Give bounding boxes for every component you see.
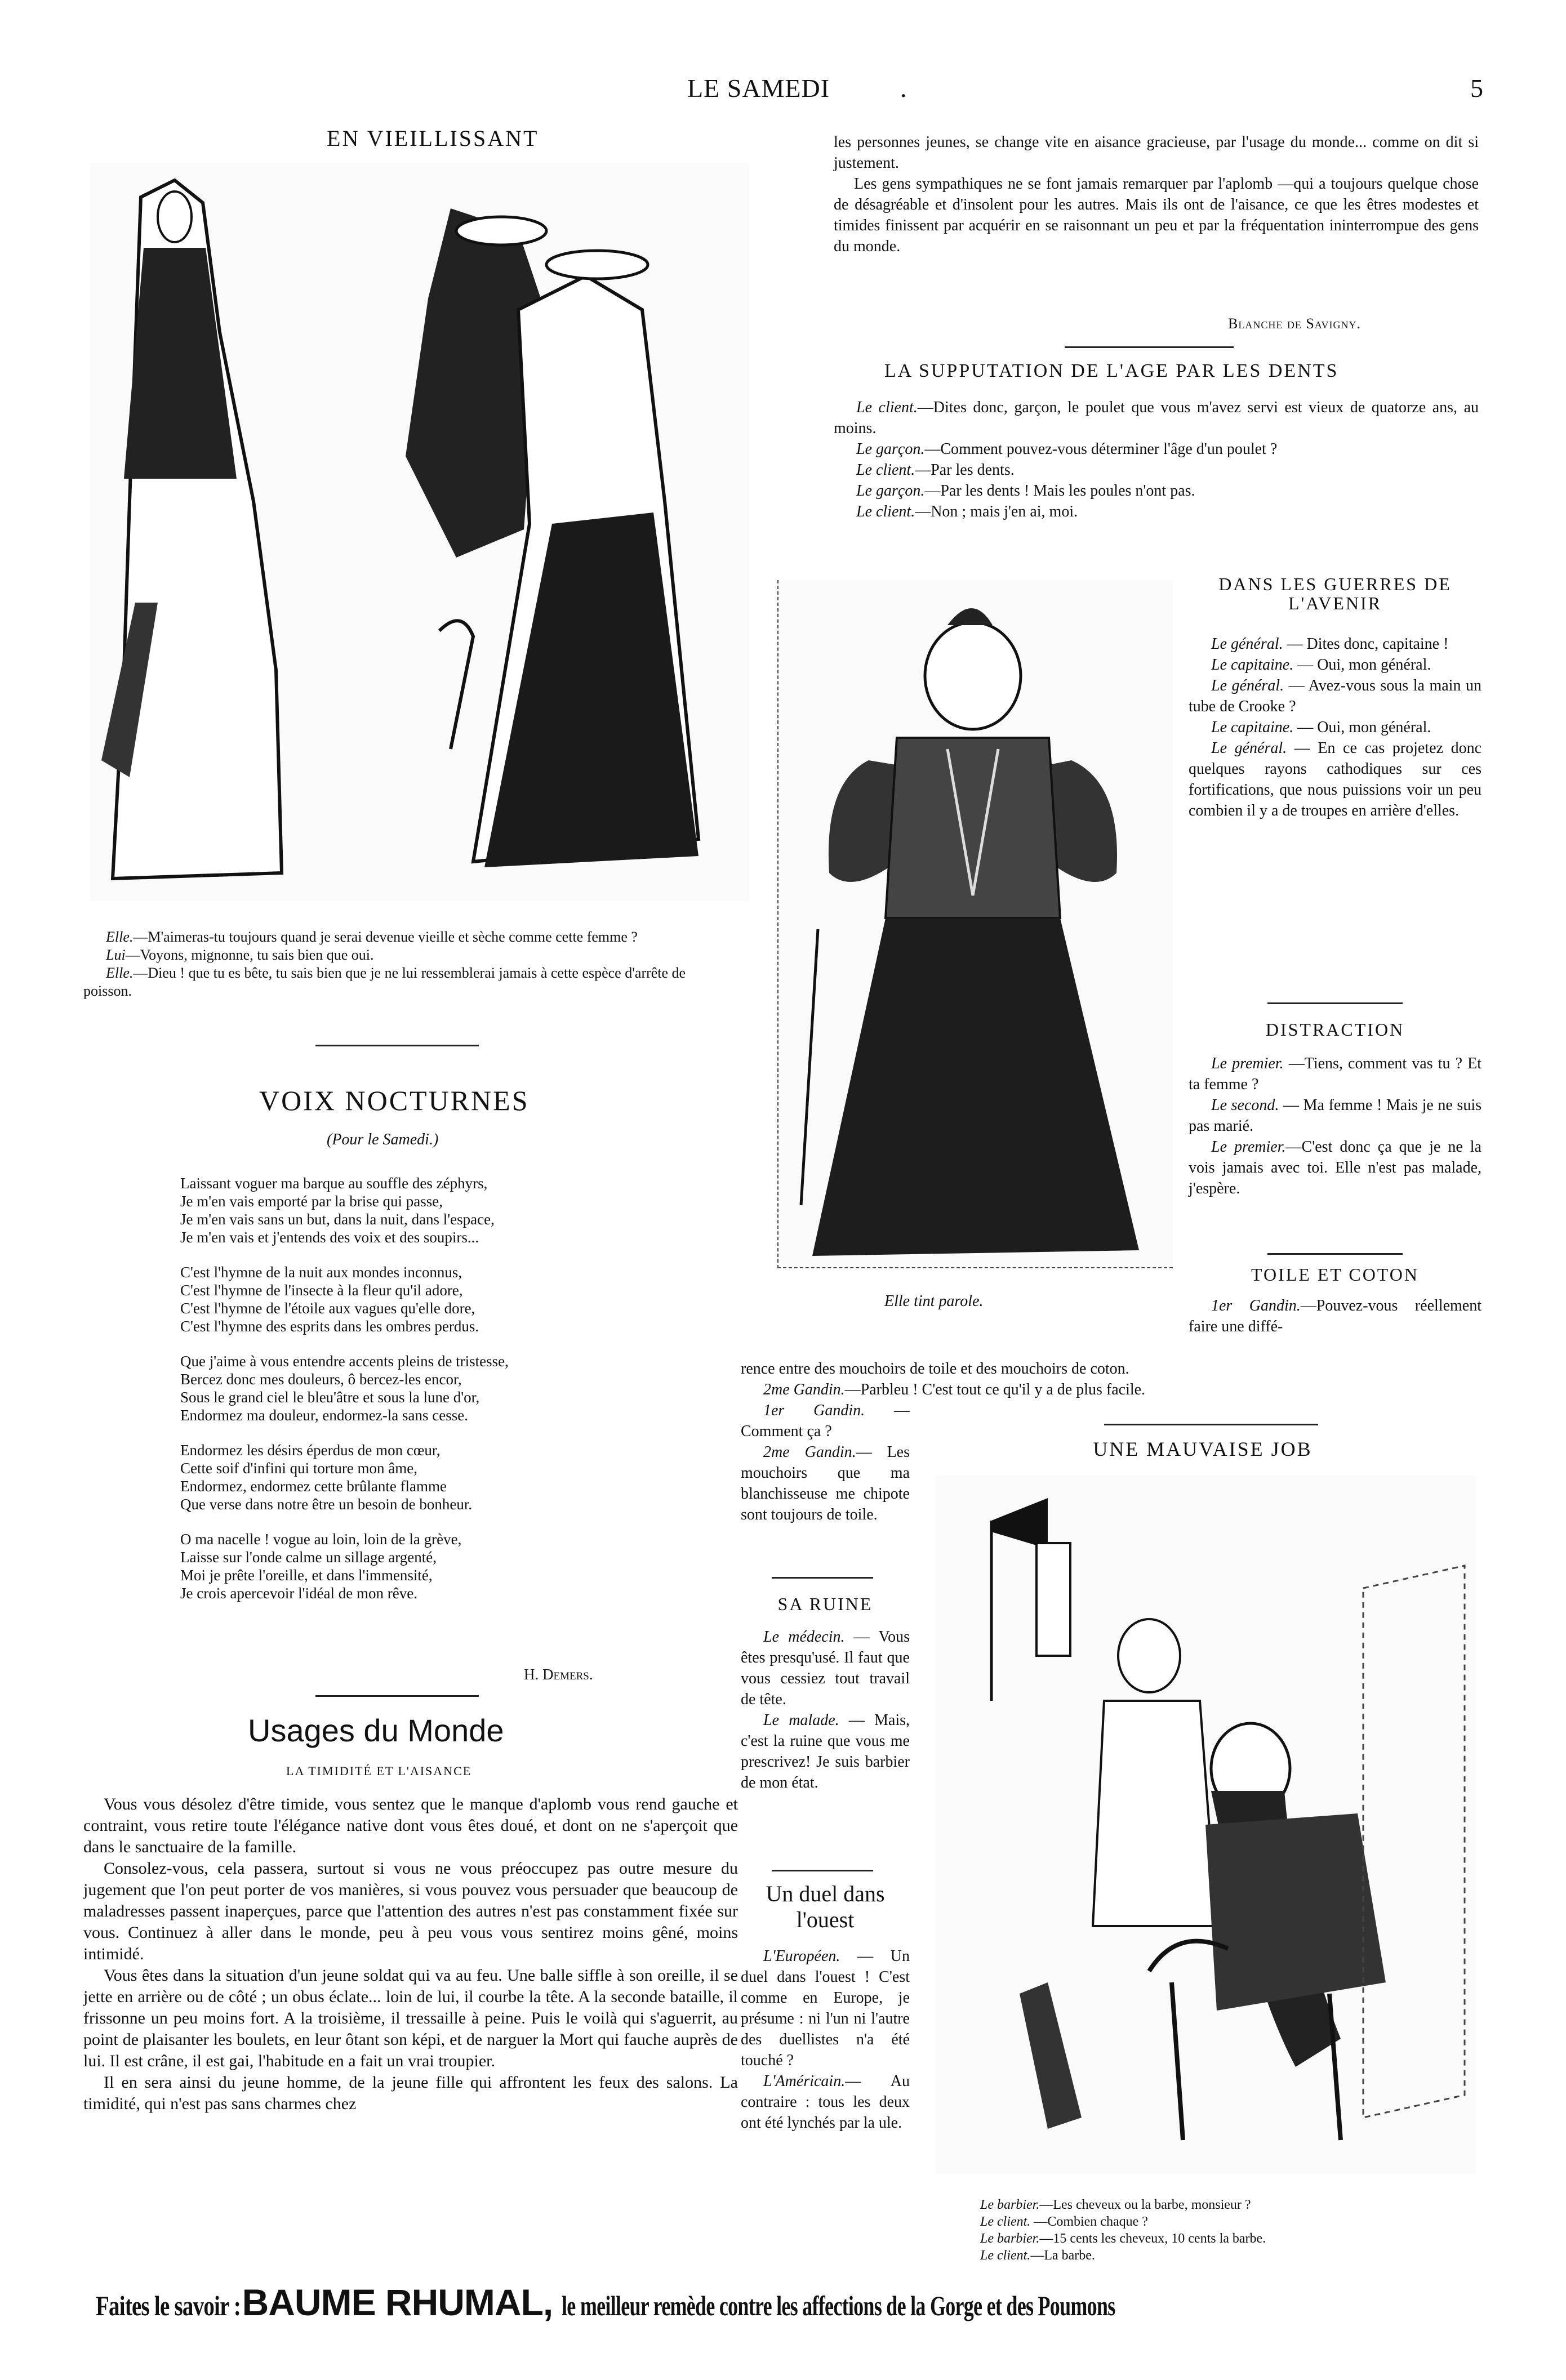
toile-dialogue	[741, 1358, 1482, 1400]
voix-title: VOIX NOCTURNES	[259, 1085, 530, 1116]
dialogue-text: rence entre des mouchoirs de toile et des mouchoirs de coton.	[741, 1360, 1129, 1378]
stanza	[180, 1530, 687, 1602]
divider	[772, 1870, 873, 1871]
voix-signature: H. Demers.	[524, 1666, 593, 1683]
usages-continuation	[834, 132, 1479, 257]
speaker: Le client.	[856, 461, 915, 479]
speaker: L'Américain.	[763, 2073, 846, 2090]
vieillissant-title: EN VIEILLISSANT	[327, 126, 539, 151]
distraction-title: DISTRACTION	[1265, 1019, 1405, 1040]
vieillissant-caption	[83, 928, 737, 1000]
verse-line: Je m'en vais et j'entends des voix et des soupirs...	[180, 1229, 479, 1246]
speaker: Le barbier.	[980, 2198, 1040, 2212]
divider	[772, 1577, 873, 1579]
caption-speaker-2: Lui	[106, 947, 126, 963]
vieillissant-illustration	[90, 163, 749, 901]
verse-line: Cette soif d'infini qui torture mon âme,	[180, 1460, 418, 1477]
speaker: Le garçon.	[856, 482, 925, 500]
speaker: Le médecin.	[763, 1628, 845, 1646]
page-header-title: LE SAMEDI	[687, 74, 830, 102]
divider	[1267, 1253, 1403, 1255]
dialogue-text: — Comment ça ?	[741, 1402, 910, 1440]
verse-line: Que j'aime à vous entendre accents pleins de tristesse,	[180, 1353, 509, 1370]
usages-title: Usages du Monde	[248, 1713, 504, 1748]
speaker: Le second.	[1211, 1097, 1279, 1114]
verse-line: C'est l'hymne des esprits dans les ombres perdus.	[180, 1318, 479, 1335]
verse-line: Endormez les désirs éperdus de mon cœur,	[180, 1442, 441, 1459]
paragraph: Il en sera ainsi du jeune homme, de la jeune fille qui affrontent les feux des salons. La timidité, qui n'est pas sans charmes chez	[83, 2073, 738, 2113]
paragraph: Vous êtes dans la situation d'un jeune soldat qui va au feu. Une balle siffle à son oreille, il se jette en arrière ou de côté ; un obus éclate... loin de lui, il courbe la tête. A la seconde bataille, il frissonne un peu moins fort. A la troisième, il tressaille à peine. Puis le voilà qui s'aguerrit, au point de plaisanter les boulets, en leur ôtant son képi, et de narguer la Mort qui fauche auprès de lui. Il est crâne, il est gai, l'habitude en a fait un vrai troupier.	[83, 1966, 738, 2070]
dialogue-text: — Dites donc, capitaine !	[1283, 635, 1449, 653]
toile-line-1	[1189, 1295, 1482, 1337]
dialogue-text: — Les mouchoirs que ma blanchisseuse me chipote sont toujours de toile.	[741, 1443, 910, 1523]
dialogue-text: —C'est donc ça que je ne la vois jamais avec toi. Elle n'est pas malade, j'espère.	[1189, 1138, 1482, 1197]
speaker: Le premier.	[1211, 1138, 1286, 1156]
speaker: Le général.	[1211, 739, 1287, 757]
page-number: 5	[1470, 74, 1484, 102]
speaker: 1er Gandin.	[1211, 1297, 1301, 1314]
distraction-dialogue	[1189, 1053, 1482, 1199]
dialogue-text: — Vous êtes presqu'usé. Il faut que vous cessiez tout travail de tête.	[741, 1628, 910, 1708]
guerres-title: DANS LES GUERRES DE L'AVENIR	[1218, 574, 1452, 613]
speaker: Le garçon.	[856, 440, 925, 458]
usages-signature: Blanche de Savigny.	[1228, 315, 1361, 332]
dialogue-text: — Ma femme ! Mais je ne suis pas marié.	[1189, 1097, 1482, 1135]
caption-text-3: —Dieu ! que tu es bête, tu sais bien que je ne lui ressemblerai jamais à cette espèce d'arrête de poisson.	[83, 965, 686, 999]
dialogue-text: — Un duel dans l'ouest ! C'est comme en Europe, je présume : ni l'un ni l'autre des duellistes n'a été touché ?	[741, 1947, 910, 2069]
stanza	[180, 1174, 687, 1246]
elle-tint-parole-illustration	[777, 580, 1173, 1268]
ruine-title: SA RUINE	[777, 1594, 873, 1614]
dialogue-text: —La barbe.	[1030, 2248, 1095, 2263]
verse-line: O ma nacelle ! vogue au loin, loin de la grève,	[180, 1531, 462, 1548]
speaker: Le général.	[1211, 677, 1284, 694]
verse-line: Je m'en vais sans un but, dans la nuit, dans l'espace,	[180, 1211, 495, 1228]
speaker: Le premier.	[1211, 1055, 1284, 1072]
ruine-dialogue	[741, 1626, 910, 1793]
usages-subtitle: LA TIMIDITÉ ET L'AISANCE	[286, 1764, 472, 1778]
divider	[1104, 1424, 1318, 1425]
caption-text-1: —M'aimeras-tu toujours quand je serai devenue vieille et sèche comme cette femme ?	[133, 929, 638, 945]
dialogue-text: —Comment pouvez-vous déterminer l'âge d'un poulet ?	[924, 440, 1278, 458]
toile-title: TOILE ET COTON	[1251, 1264, 1419, 1285]
dialogue-text: —Parbleu ! C'est tout ce qu'il y a de plus facile.	[844, 1381, 1146, 1398]
mauvaise-job-illustration	[935, 1476, 1476, 2174]
paragraph: Vous vous désolez d'être timide, vous sentez que le manque d'aplomb vous rend gauche et contraint, vous retire toute l'élégance native dont vous êtes doué, et dont on ne s'aperçoit que dans le sanctuaire de la famille.	[83, 1795, 738, 1856]
speaker: Le malade.	[763, 1712, 839, 1729]
voix-subtitle: (Pour le Samedi.)	[327, 1131, 439, 1148]
ad-prefix: Faites le savoir :	[96, 2290, 241, 2321]
verse-line: Je m'en vais emporté par la brise qui passe,	[180, 1193, 443, 1210]
usages-body	[83, 1794, 738, 2115]
verse-line: Endormez ma douleur, endormez-la sans cesse.	[180, 1407, 468, 1424]
stanza	[180, 1263, 687, 1335]
supputation-dialogue	[834, 397, 1479, 522]
divider	[1267, 1002, 1403, 1004]
caption-text-2: —Voyons, mignonne, tu sais bien que oui.	[125, 947, 374, 963]
verse-line: C'est l'hymne de l'insecte à la fleur qu'il adore,	[180, 1282, 463, 1299]
speaker: Le général.	[1211, 635, 1283, 653]
dialogue-text: —Combien chaque ?	[1030, 2214, 1148, 2229]
divider	[315, 1045, 479, 1046]
dialogue-text: — Oui, mon général.	[1293, 656, 1431, 674]
job-caption	[980, 2196, 1476, 2264]
duel-dialogue	[741, 1946, 910, 2133]
speaker: Le capitaine.	[1211, 719, 1294, 736]
toile-dialogue-narrow	[741, 1400, 910, 1525]
dialogue-text: —Pouvez-vous réellement faire une diffé-	[1189, 1297, 1482, 1335]
dialogue-text: — Oui, mon général.	[1293, 719, 1431, 736]
dialogue-text: —Les cheveux ou la barbe, monsieur ?	[1039, 2198, 1251, 2212]
duel-title	[741, 1881, 910, 1933]
elle-tint-caption: Elle tint parole.	[884, 1292, 984, 1310]
verse-line: Moi je prête l'oreille, et dans l'immensité,	[180, 1567, 433, 1584]
dialogue-text: — Avez-vous sous la main un tube de Crooke ?	[1189, 677, 1482, 715]
speaker: 2me Gandin.	[763, 1381, 845, 1398]
caption-speaker-3: Elle.	[106, 965, 134, 981]
stanza	[180, 1352, 687, 1424]
speaker: Le client.	[980, 2248, 1031, 2263]
paragraph: les personnes jeunes, se change vite en aisance gracieuse, par l'usage du monde... comme on dit si justement.	[834, 133, 1479, 172]
dialogue-text: —Tiens, comment vas tu ? Et ta femme ?	[1189, 1055, 1482, 1093]
advertisement-banner	[96, 2281, 1493, 2324]
dialogue-text: — En ce cas projetez donc quelques rayons cathodiques sur ces fortifications, que nous puissions voir un peu combien il y a de troupes en arrière d'elles.	[1189, 739, 1482, 819]
speaker: Le client.	[856, 503, 915, 520]
job-title: UNE MAUVAISE JOB	[1093, 1438, 1313, 1460]
duel-title-line: l'ouest	[796, 1907, 855, 1932]
verse-line: Que verse dans notre être un besoin de bonheur.	[180, 1496, 473, 1513]
speaker: L'Européen.	[763, 1947, 840, 1965]
speaker: Le client.	[980, 2214, 1031, 2229]
caption-speaker-1: Elle.	[106, 929, 134, 945]
verse-line: C'est l'hymne de l'étoile aux vagues qu'elle dore,	[180, 1300, 475, 1317]
verse-line: C'est l'hymne de la nuit aux mondes inconnus,	[180, 1264, 462, 1281]
divider	[315, 1695, 479, 1697]
dialogue-text: —Par les dents ! Mais les poules n'ont pas.	[924, 482, 1195, 500]
ad-brand: BAUME RHUMAL,	[242, 2281, 553, 2323]
speaker: Le client.	[856, 399, 918, 416]
verse-line: Laissant voguer ma barque au souffle des zéphyrs,	[180, 1175, 488, 1192]
supputation-title: LA SUPPUTATION DE L'AGE PAR LES DENTS	[884, 360, 1339, 381]
duel-title-line: Un duel dans	[766, 1881, 885, 1906]
paragraph: Les gens sympathiques ne se font jamais remarquer par l'aplomb —qui a toujours quelque chose de désagréable et d'insolent pour les autres. Mais ils ont de l'aisance, ce que les êtres modestes et timides finissent par acquérir en se raisonnant un peu et par la fréquentation ininterrompue des gens du monde.	[834, 175, 1479, 255]
speaker: Le barbier.	[980, 2231, 1040, 2246]
verse-line: Laisse sur l'onde calme un sillage argenté,	[180, 1549, 437, 1566]
dialogue-text: —Non ; mais j'en ai, moi.	[915, 503, 1078, 520]
speaker: 1er Gandin.	[763, 1402, 865, 1419]
divider	[1065, 346, 1234, 348]
dialogue-text: — Mais, c'est la ruine que vous me prescrivez! Je suis barbier de mon état.	[741, 1712, 910, 1791]
verse-line: Je crois apercevoir l'idéal de mon rêve.	[180, 1585, 417, 1602]
speaker: Le capitaine.	[1211, 656, 1294, 674]
verse-line: Endormez, endormez cette brûlante flamme	[180, 1478, 447, 1495]
ad-suffix: le meilleur remède contre les affections de la Gorge et des Poumons	[562, 2290, 1115, 2321]
dialogue-text: —Dites donc, garçon, le poulet que vous m'avez servi est vieux de quatorze ans, au moins.	[834, 399, 1479, 437]
dialogue-text: —15 cents les cheveux, 10 cents la barbe.	[1039, 2231, 1266, 2246]
guerres-dialogue	[1189, 634, 1482, 821]
speaker: 2me Gandin.	[763, 1443, 856, 1461]
voix-poem	[180, 1174, 687, 1619]
dialogue-text: — Au contraire : tous les deux ont été lynchés par la ule.	[741, 2073, 910, 2132]
stanza	[180, 1441, 687, 1513]
paragraph: Consolez-vous, cela passera, surtout si vous ne vous préoccupez pas outre mesure du jugement que l'on peut porter de vos manières, si vous pouvez vous persuader que beaucoup de maladresses passent inaperçues, parce que l'attention des autres n'est pas constamment fixée sur vous. Continuez à aller dans le monde, peu à peu vous vous sentirez moins gêné, moins intimidé.	[83, 1859, 738, 1963]
verse-line: Bercez donc mes douleurs, ô bercez-les encor,	[180, 1371, 462, 1388]
dialogue-text: —Par les dents.	[915, 461, 1015, 479]
verse-line: Sous le grand ciel le bleu'âtre et sous la lune d'or,	[180, 1389, 480, 1406]
page-header-dot: .	[900, 74, 907, 102]
